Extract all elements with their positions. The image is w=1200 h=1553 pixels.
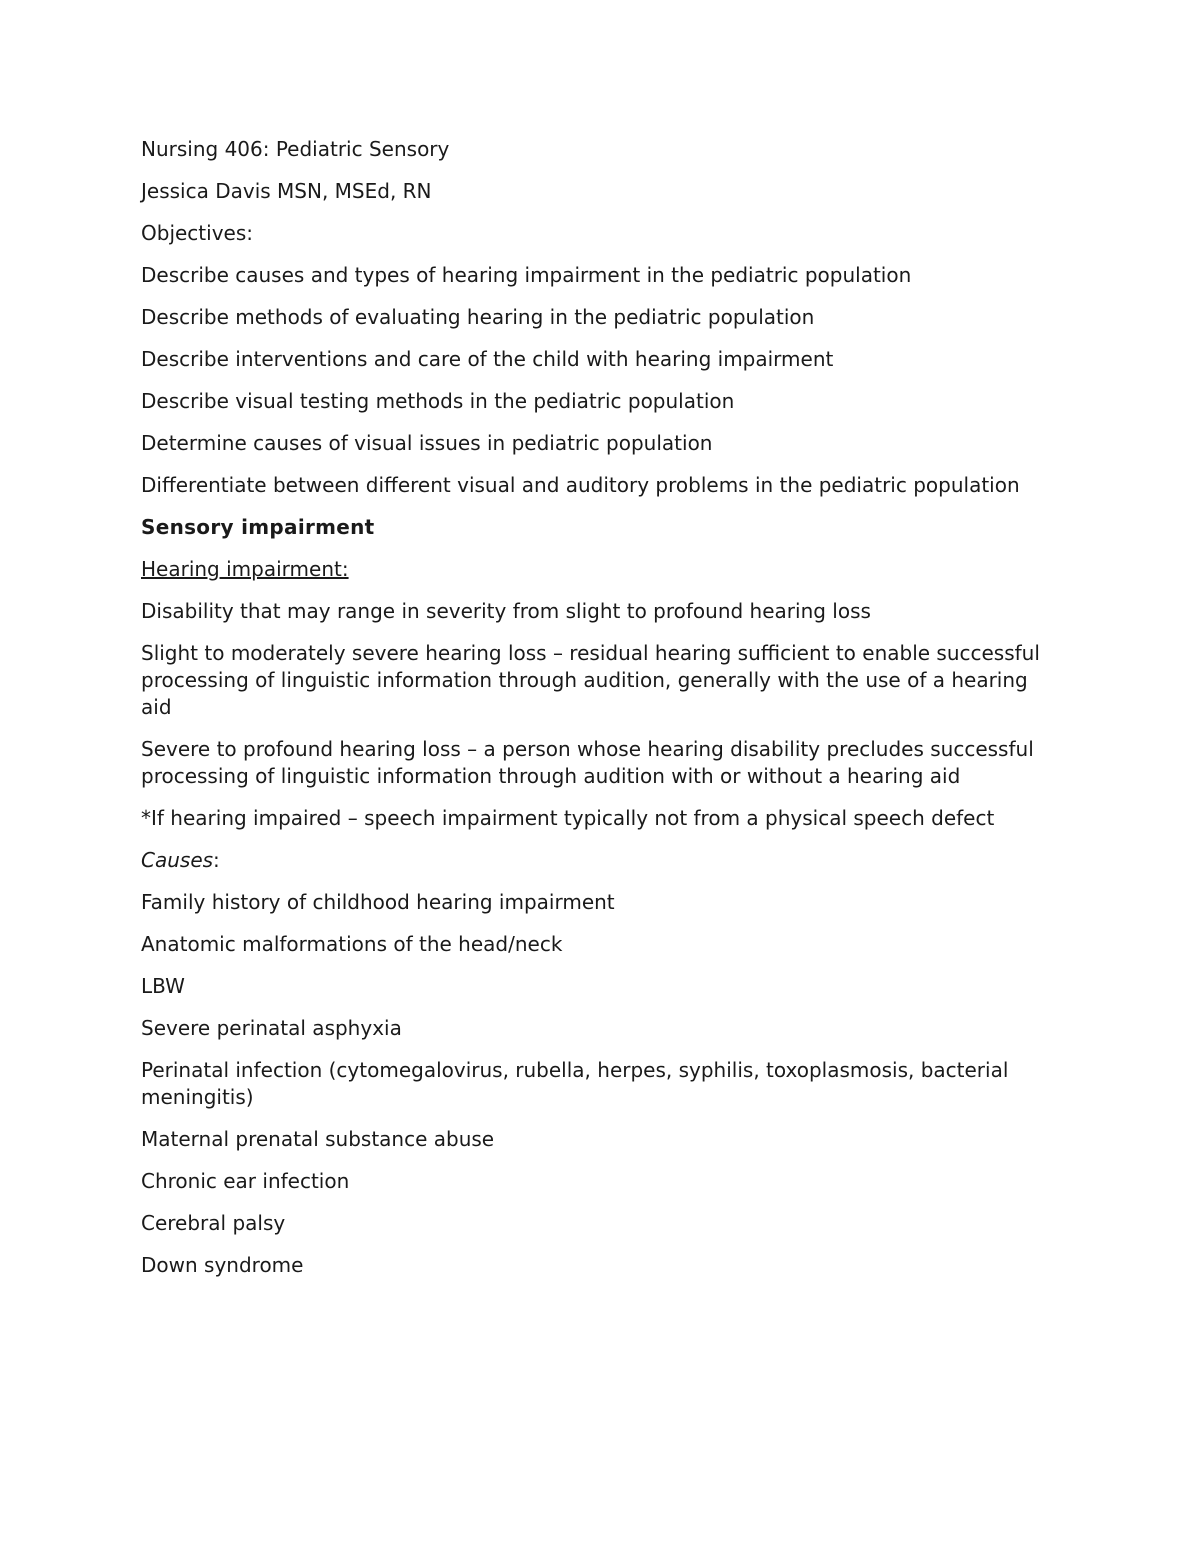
cause-item: Perinatal infection (cytomegalovirus, rubella, herpes, syphilis, toxoplasmosis, bacterial meningitis)	[141, 1058, 1009, 1109]
causes-colon: :	[213, 848, 220, 872]
cause-item: Anatomic malformations of the head/neck	[141, 932, 563, 956]
objective-item: Describe interventions and care of the child with hearing impairment	[141, 347, 834, 371]
paragraph: Slight to moderately severe hearing loss – residual hearing sufficient to enable successful processing of linguistic information through audition, generally with the use of a hearing aid	[141, 641, 1040, 719]
objective-item: Describe methods of evaluating hearing in the pediatric population	[141, 305, 815, 329]
cause-item: Family history of childhood hearing impairment	[141, 890, 615, 914]
hearing-impairment-heading: Hearing impairment:	[141, 557, 349, 581]
objective-item: Determine causes of visual issues in pediatric population	[141, 431, 713, 455]
instructor-name: Jessica Davis MSN, MSEd, RN	[141, 179, 432, 203]
section-heading: Sensory impairment	[141, 515, 375, 539]
cause-item: Down syndrome	[141, 1253, 304, 1277]
paragraph: *If hearing impaired – speech impairment typically not from a physical speech defect	[141, 806, 995, 830]
causes-heading	[141, 847, 1041, 874]
cause-item: Chronic ear infection	[141, 1169, 350, 1193]
course-title: Nursing 406: Pediatric Sensory	[141, 137, 450, 161]
objective-item: Differentiate between different visual and auditory problems in the pediatric population	[141, 473, 1020, 497]
cause-item: Severe perinatal asphyxia	[141, 1016, 402, 1040]
cause-item: Cerebral palsy	[141, 1211, 286, 1235]
subsection-heading	[141, 556, 1041, 583]
objective-item: Describe causes and types of hearing impairment in the pediatric population	[141, 263, 912, 287]
document-page	[141, 136, 1041, 1294]
objective-item: Describe visual testing methods in the pediatric population	[141, 389, 735, 413]
cause-item: LBW	[141, 974, 185, 998]
paragraph: Disability that may range in severity from slight to profound hearing loss	[141, 599, 871, 623]
causes-label: Causes	[141, 848, 214, 872]
paragraph: Severe to profound hearing loss – a person whose hearing disability precludes successful processing of linguistic information through audition with or without a hearing aid	[141, 737, 1034, 788]
cause-item: Maternal prenatal substance abuse	[141, 1127, 495, 1151]
objectives-label: Objectives:	[141, 221, 253, 245]
